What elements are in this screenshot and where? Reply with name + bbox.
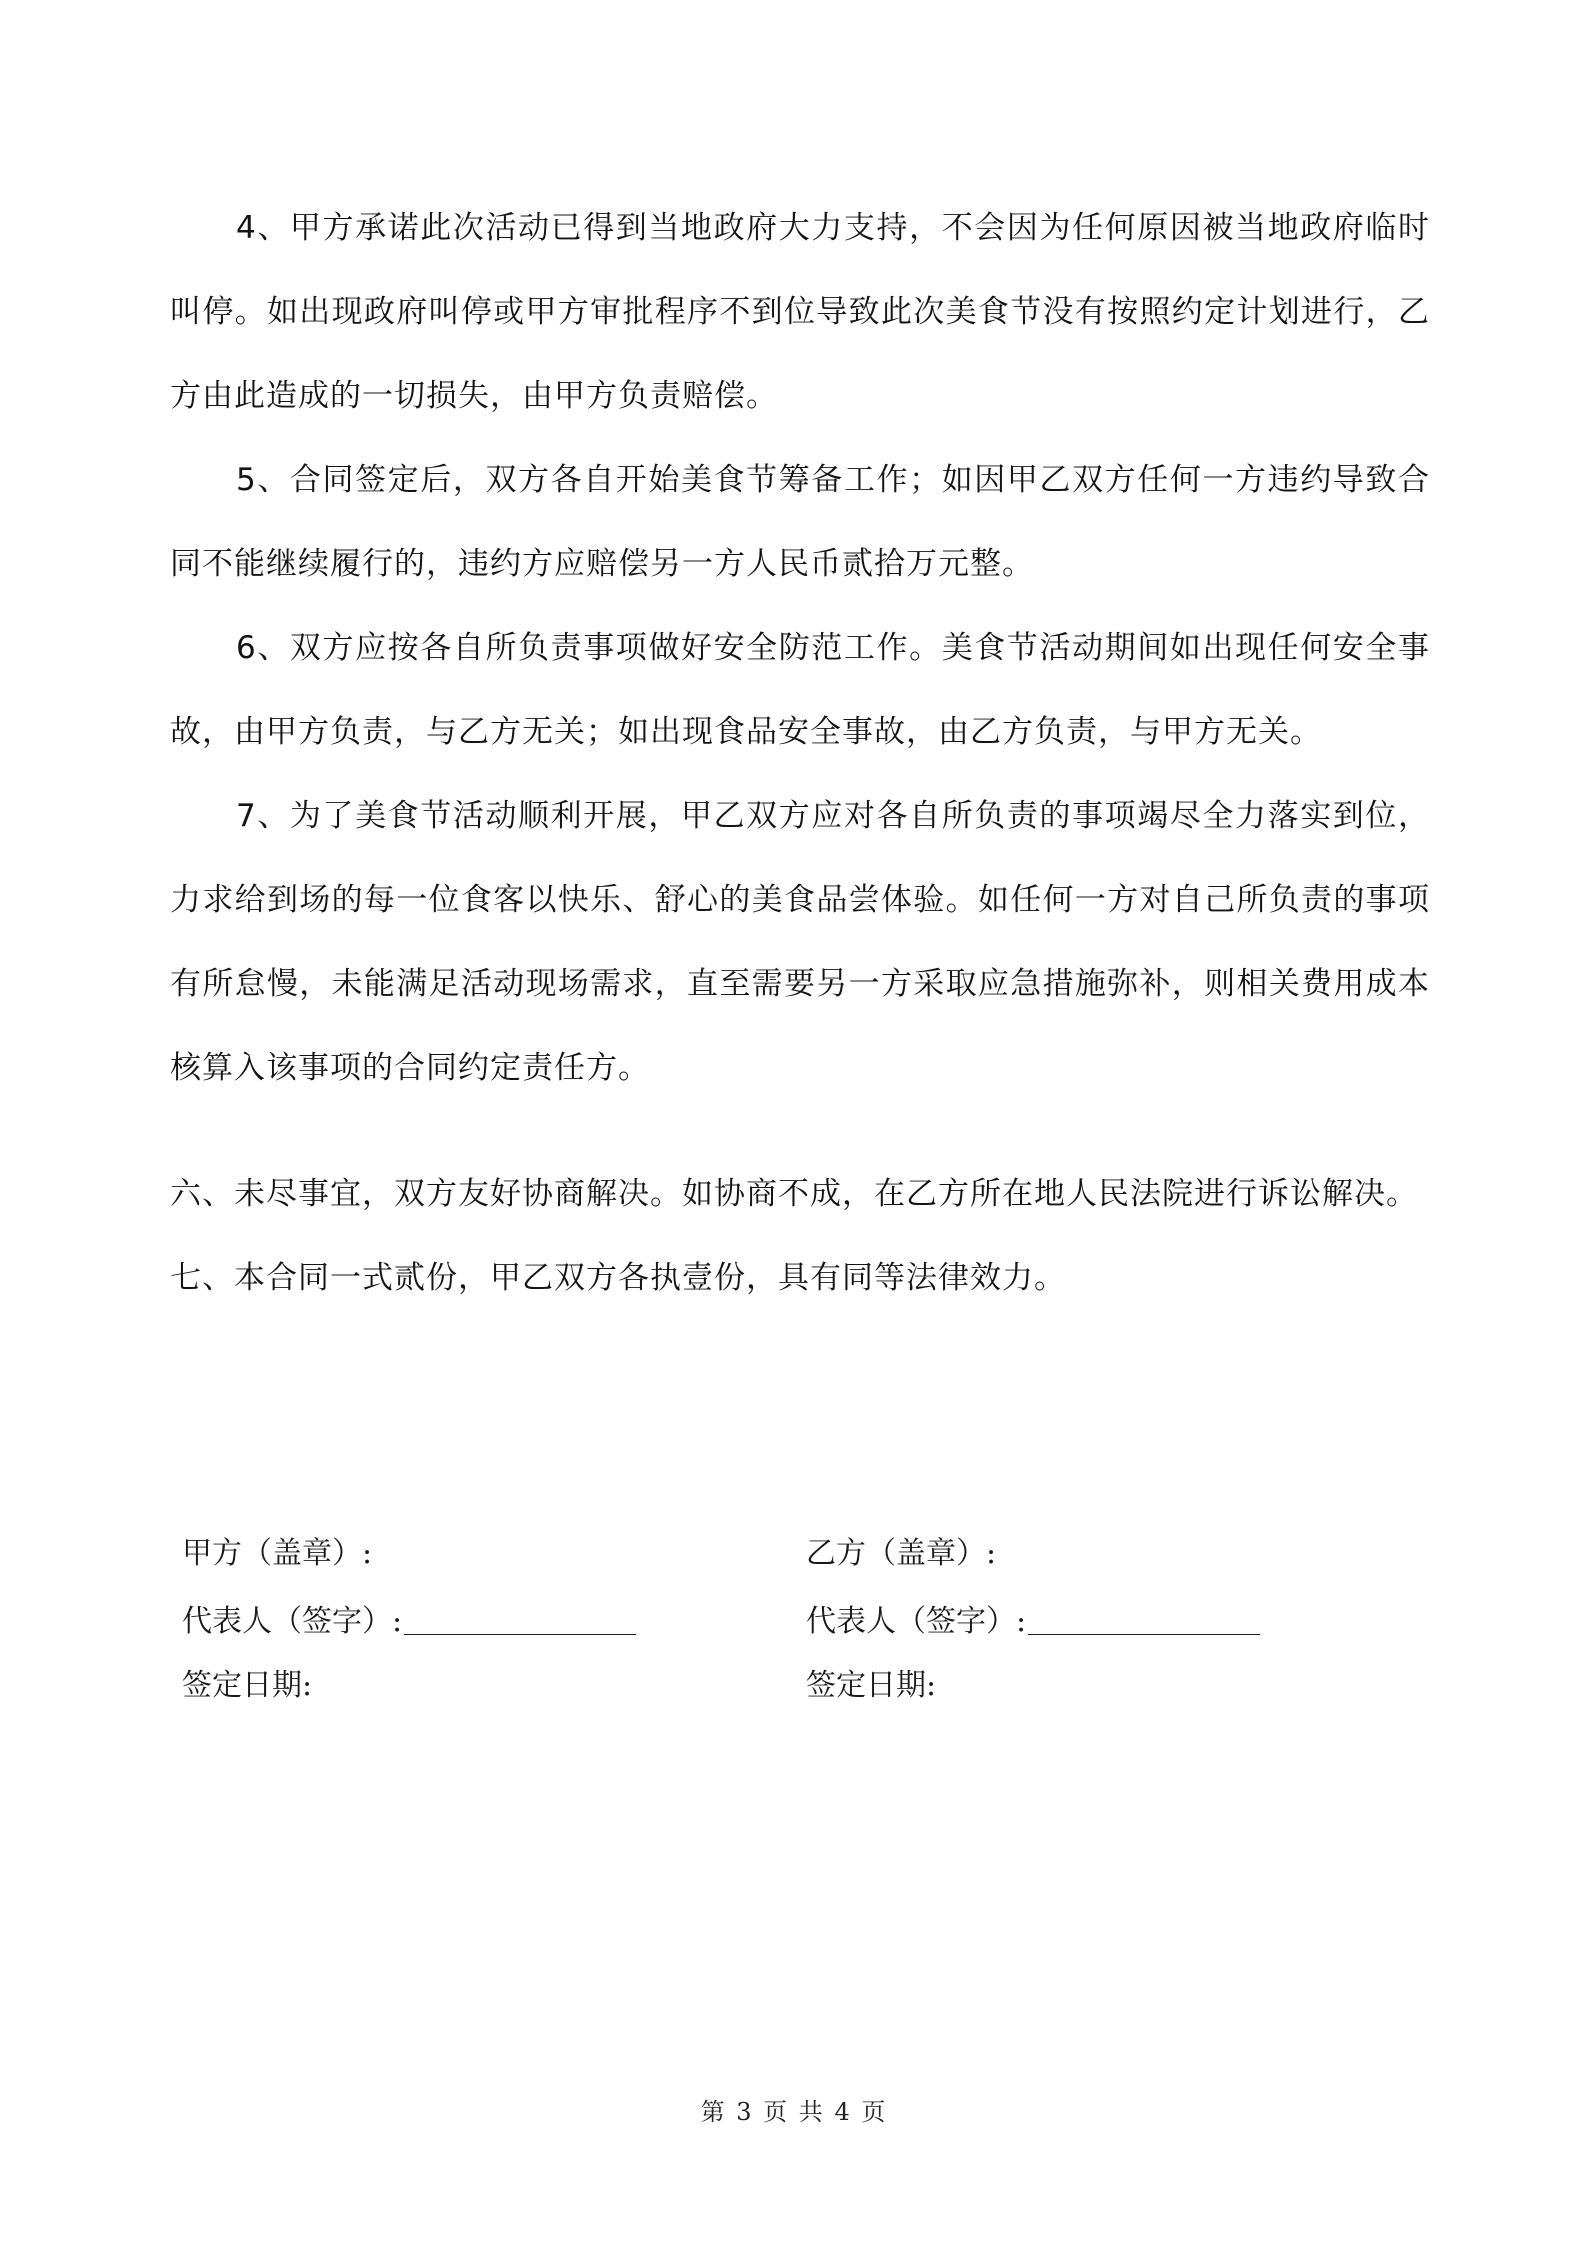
party-a-signature-line [404,1633,636,1635]
party-a-representative-label: 代表人（签字）: [182,1604,403,1639]
clause-6: 6、双方应按各自所负责事项做好安全防范工作。美食节活动期间如出现任何安全事故，由甲方负责，与乙方无关；如出现食品安全事故，由乙方负责，与甲方无关。 [170,630,1430,750]
party-b-seal-label: 乙方（盖章）: [806,1536,997,1571]
clause-5: 5、合同签定后，双方各自开始美食节筹备工作；如因甲乙双方任何一方违约导致合同不能继续履行的，违约方应赔偿另一方人民币贰拾万元整。 [170,462,1430,582]
page-footer: 第 3 页 共 4 页 [700,2098,886,2126]
party-b-date-label: 签定日期: [806,1668,937,1703]
party-b-representative [806,1596,1260,1640]
clause-7: 7、为了美食节活动顺利开展，甲乙双方应对各自所负责的事项竭尽全力落实到位，力求给到场的每一位食客以快乐、舒心的美食品尝体验。如任何一方对自己所负责的事项有所怠慢，未能满足活动现场需求，直至需要另一方采取应急措施弥补，则相关费用成本核算入该事项的合同约定责任方。 [170,798,1430,1086]
article-seven: 七、本合同一式贰份，甲乙双方各执壹份，具有同等法律效力。 [170,1260,1066,1296]
party-b-signature-line [1028,1633,1260,1635]
party-a-representative [182,1596,636,1640]
party-b-representative-label: 代表人（签字）: [806,1604,1027,1639]
party-a-seal-label: 甲方（盖章）: [182,1536,373,1571]
clause-4: 4、甲方承诺此次活动已得到当地政府大力支持，不会因为任何原因被当地政府临时叫停。如出现政府叫停或甲方审批程序不到位导致此次美食节没有按照约定计划进行，乙方由此造成的一切损失，由甲方负责赔偿。 [170,210,1430,414]
article-six: 六、未尽事宜，双方友好协商解决。如协商不成，在乙方所在地人民法院进行诉讼解决。 [170,1176,1418,1212]
party-a-date-label: 签定日期: [182,1668,313,1703]
